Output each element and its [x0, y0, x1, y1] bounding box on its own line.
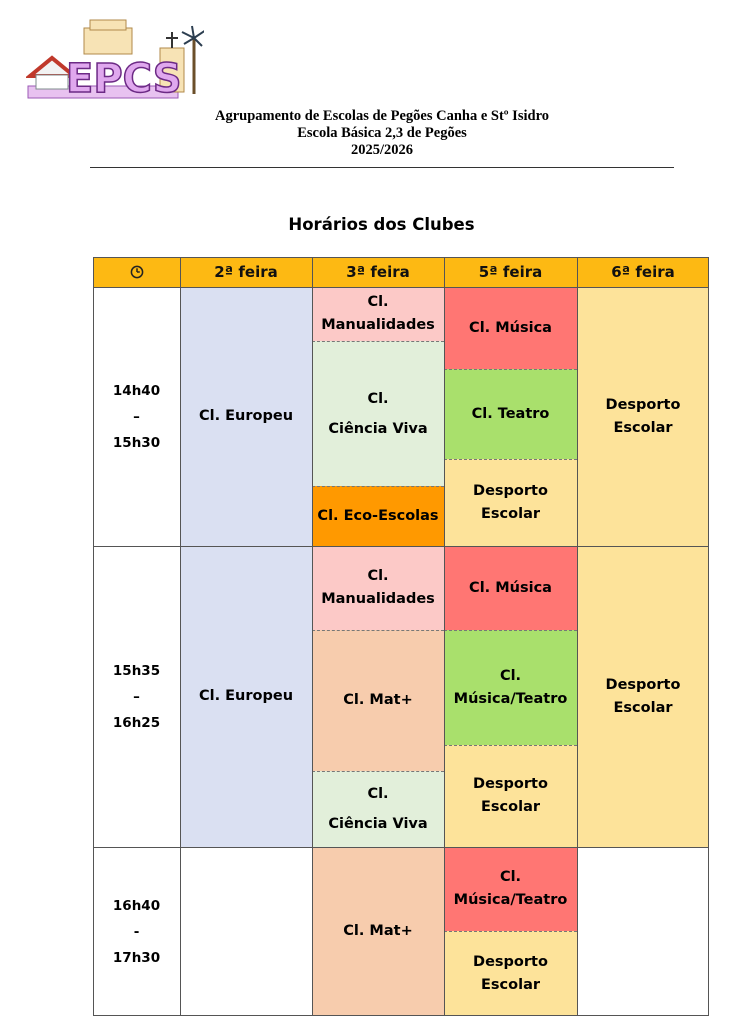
grid-line	[312, 341, 444, 342]
letterhead	[90, 108, 674, 159]
club-label-line: Manualidades	[321, 591, 435, 607]
time-slot-1	[93, 287, 180, 546]
club-label-line: Música/Teatro	[453, 892, 568, 908]
header-divider	[90, 167, 674, 168]
grid-line	[444, 257, 445, 1016]
club-desporto-escolar	[444, 745, 577, 847]
club-label-line: Música/Teatro	[453, 690, 568, 707]
school-name: Escola Básica 2,3 de Pegões	[297, 125, 467, 141]
club-musica-teatro	[444, 630, 577, 745]
club-teatro: Cl. Teatro	[444, 369, 577, 459]
club-desporto-escolar	[577, 287, 709, 546]
club-label-line: Cl.	[367, 568, 389, 584]
club-ciencia-viva	[312, 341, 444, 486]
club-eco-escolas: Cl. Eco-Escolas	[312, 486, 444, 546]
grid-line	[577, 257, 578, 1016]
club-manualidades	[312, 546, 444, 630]
club-label-line: Cl.	[367, 294, 389, 310]
grid-line	[444, 369, 577, 370]
club-label-line: Desporto	[473, 776, 548, 792]
club-label-line: Cl.	[367, 390, 389, 407]
school-logo-graphic	[26, 18, 204, 104]
club-desporto-escolar	[577, 546, 709, 847]
header-time-cell	[93, 257, 180, 287]
club-musica: Cl. Música	[444, 287, 577, 369]
time-slot-end: 16h25	[112, 714, 161, 731]
header-thursday: 5ª feira	[444, 257, 577, 287]
club-europeu: Cl. Europeu	[180, 287, 312, 546]
grid-line	[93, 847, 709, 848]
club-manualidades	[312, 287, 444, 341]
time-slot-start: 15h35	[112, 662, 161, 679]
grid-line	[93, 287, 709, 288]
time-slot-start: 14h40	[112, 382, 161, 399]
time-slot-3	[93, 847, 180, 1016]
time-slot-end: 17h30	[112, 949, 161, 966]
time-slot-separator: –	[133, 688, 140, 705]
club-label-line: Manualidades	[321, 317, 435, 333]
grid-line	[93, 546, 709, 547]
club-desporto-escolar	[444, 459, 577, 546]
club-label-line: Ciência Viva	[328, 816, 428, 832]
time-slot-end: 15h30	[112, 434, 161, 451]
clock-icon	[130, 265, 144, 279]
grid-line	[312, 771, 444, 772]
empty-cell	[577, 847, 709, 1016]
club-label-line: Escolar	[481, 505, 540, 522]
club-label-line: Desporto	[473, 482, 548, 499]
club-ciencia-viva	[312, 771, 444, 847]
club-label-line: Escolar	[613, 419, 673, 436]
club-mat-plus: Cl. Mat+	[312, 847, 444, 1016]
club-musica-teatro	[444, 847, 577, 931]
school-logo	[26, 18, 204, 104]
grid-line	[444, 931, 577, 932]
club-label-line: Ciência Viva	[328, 420, 428, 437]
club-label-line: Cl.	[367, 786, 389, 802]
school-year: 2025/2026	[350, 142, 414, 158]
grid-line	[444, 630, 577, 631]
club-musica: Cl. Música	[444, 546, 577, 630]
club-label-line: Desporto	[605, 396, 681, 413]
club-label-line: Cl.	[499, 869, 522, 885]
grid-line	[312, 257, 313, 1016]
grid-line	[180, 257, 181, 1016]
header-monday: 2ª feira	[180, 257, 312, 287]
school-group-name: Agrupamento de Escolas de Pegões Canha e Stº Isidro	[214, 108, 549, 124]
time-slot-separator: –	[133, 408, 140, 425]
club-label-line: Escolar	[481, 799, 540, 815]
grid-line	[312, 486, 444, 487]
club-label-line: Escolar	[613, 699, 673, 716]
club-label-line: Desporto	[605, 676, 681, 693]
club-mat-plus: Cl. Mat+	[312, 630, 444, 771]
header-friday: 6ª feira	[577, 257, 709, 287]
time-slot-separator: -	[133, 923, 140, 940]
grid-line	[444, 745, 577, 746]
time-slot-2	[93, 546, 180, 847]
club-europeu: Cl. Europeu	[180, 546, 312, 847]
time-slot-start: 16h40	[112, 897, 161, 914]
club-label-line: Cl.	[499, 667, 522, 684]
header-tuesday: 3ª feira	[312, 257, 444, 287]
grid-line	[444, 459, 577, 460]
club-label-line: Desporto	[473, 953, 548, 970]
club-desporto-escolar	[444, 931, 577, 1016]
grid-line	[312, 630, 444, 631]
empty-cell	[180, 847, 312, 1016]
page-title: Horários dos Clubes	[288, 215, 475, 234]
club-label-line: Escolar	[481, 976, 540, 993]
svg-text:EPCS: EPCS	[66, 56, 182, 102]
